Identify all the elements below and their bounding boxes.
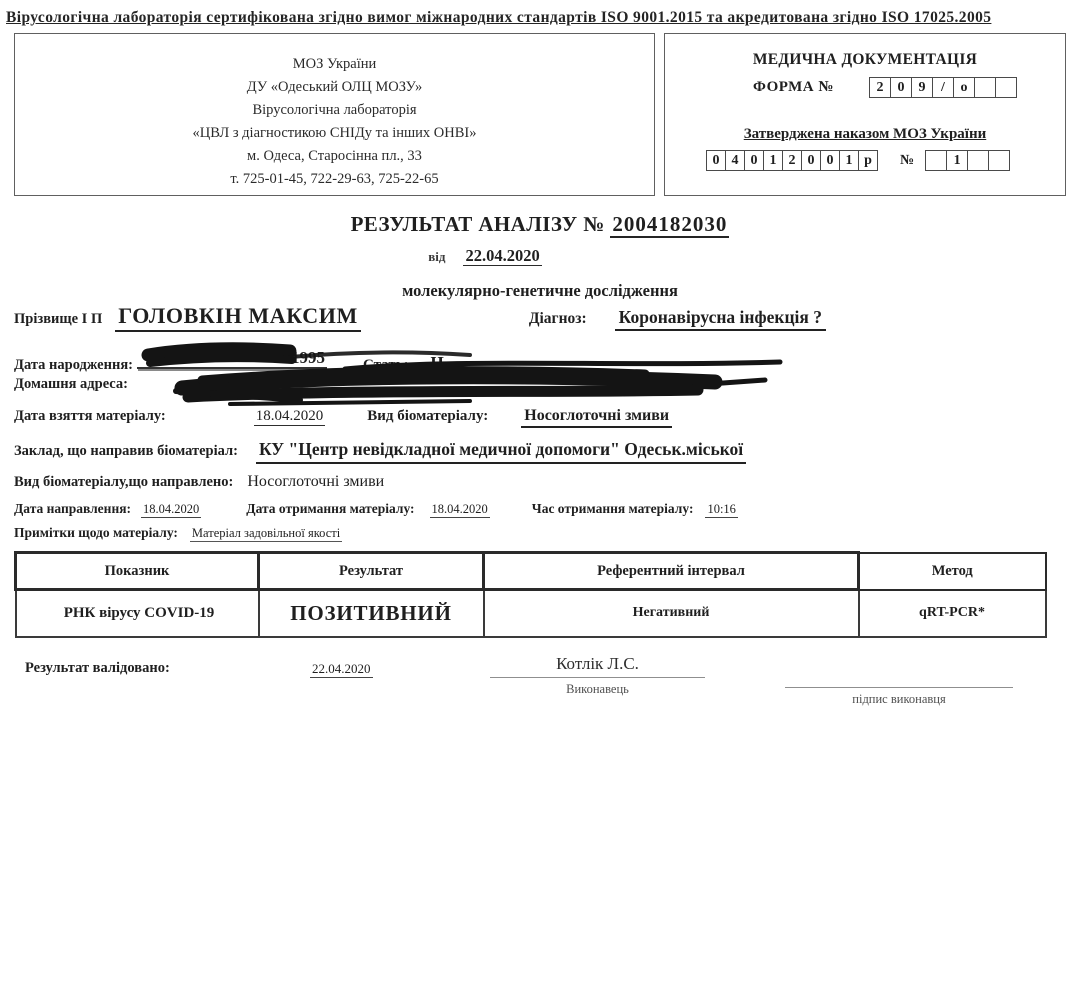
report-date: 22.04.2020 [465,246,540,265]
biomaterial-type-value: Носоглоточні змиви [521,407,672,428]
executor-caption: Виконавець [566,682,629,696]
referring-facility-label: Заклад, що направив біоматеріал: [14,443,238,459]
diagnosis-label: Діагноз: [528,310,587,327]
form-cell [974,77,996,98]
form-number-label: ФОРМА № [753,79,834,95]
material-notes-label: Примітки щодо матеріалу: [14,525,178,540]
col-header-method: Метод [859,553,1046,590]
lab-info-line: Вірусологічна лабораторія [252,102,417,118]
material-notes-row [14,525,342,542]
sample-date-value: 18.04.2020 [255,408,324,424]
method-cell: qRT-PCR* [859,590,1046,637]
col-header-indicator: Показник [16,553,259,590]
order-no-cell [925,150,947,171]
birth-date-label: Дата народження: [14,357,134,373]
validation-row [0,654,1080,720]
order-cell: 0 [820,150,840,171]
sent-biomaterial-row [14,473,384,491]
order-cell: 2 [782,150,802,171]
result-cell: ПОЗИТИВНИЙ [259,590,484,637]
received-time-value: 10:16 [707,502,736,516]
diagnosis-value: Коронавірусна інфекція ? [615,307,826,331]
order-no-cell: 1 [946,150,968,171]
lab-info-line: м. Одеса, Старосінна пл., 33 [247,148,422,164]
form-number-row [753,77,1017,98]
report-number: 2004182030 [612,212,728,236]
order-number-symbol: № [900,152,915,168]
form-number-cells [870,77,1017,98]
study-type-subtitle: молекулярно-генетичне дослідження [402,281,678,300]
form-cell: 9 [911,77,933,98]
lab-info-box [14,33,655,196]
material-notes-value: Матеріал задовільної якості [191,526,341,540]
results-header-row [16,553,1046,590]
sent-date-label: Дата направлення: [14,501,132,516]
order-cell: 0 [801,150,821,171]
document-header [14,33,1066,196]
address-label: Домашня адреса: [14,376,128,392]
form-cell: о [953,77,975,98]
approved-date-cells [707,150,878,171]
patient-name-label: Прізвище І П [14,311,103,327]
signature-line [785,666,1013,688]
order-number-cells [926,150,1010,171]
received-date-value: 18.04.2020 [431,502,488,516]
lab-info-line: т. 725-01-45, 722-29-63, 725-22-65 [230,171,439,187]
form-cell: 0 [890,77,912,98]
biomaterial-type-label: Вид біоматеріалу: [367,408,489,424]
signature-caption: підпис виконавця [852,692,946,706]
form-cell: / [932,77,954,98]
medical-doc-title: МЕДИЧНА ДОКУМЕНТАЦІЯ [752,51,978,68]
birth-date-row [14,345,444,374]
indicator-cell: РНК вірусу COVID-19 [16,590,259,637]
patient-name-value: ГОЛОВКІН МАКСИМ [115,303,361,332]
form-cell: 2 [869,77,891,98]
referring-facility-row [14,439,746,464]
referring-facility-value: КУ "Центр невідкладної медичної допомоги" Одеськ.міської [256,439,746,464]
sex-value: Ч [430,353,444,373]
sent-date-value: 18.04.2020 [143,502,200,516]
medical-doc-box [664,33,1066,196]
lab-info-line: «ЦВЛ з діагностикою СНІДу та інших ОНВІ» [192,125,477,141]
sample-date-label: Дата взяття матеріалу: [14,408,166,424]
sent-biomaterial-label: Вид біоматеріалу,що направлено: [14,474,234,490]
executor-name: Котлік Л.С. [490,654,705,678]
report-date-label: від [428,249,446,264]
lab-info-line: ДУ «Одеський ОЛЦ МОЗУ» [246,79,423,95]
col-header-reference: Референтний інтервал [484,553,859,590]
results-table [14,551,1047,638]
birth-date-redacted-field [137,345,327,369]
validated-date: 22.04.2020 [312,661,371,676]
order-cell: р [858,150,878,171]
received-time-label: Час отримання матеріалу: [531,501,694,516]
results-data-row [16,590,1046,637]
approved-order-row [707,150,1010,171]
order-no-cell [988,150,1010,171]
received-date-label: Дата отримання матеріалу: [246,501,415,516]
approved-by-order-label: Затверджена наказом МОЗ України [743,126,987,142]
order-cell: 4 [725,150,745,171]
sex-label: Стать: [363,357,409,373]
report-title [0,212,1080,237]
sent-biomaterial-value: Носоглоточні змиви [247,473,385,490]
patient-name-row [14,303,826,332]
order-cell: 1 [763,150,783,171]
form-cell [995,77,1017,98]
order-no-cell [967,150,989,171]
certification-note: Вірусологічна лабораторія сертифікована згідно вимог міжнародних стандартів ISO 9001.2015 та акредитована згідно ISO 17025.2005 [6,9,992,26]
col-header-result: Результат [259,553,484,590]
birth-year-visible: .1995 [286,348,326,367]
validated-label: Результат валідовано: [25,660,170,676]
lab-info-line: МОЗ України [292,56,377,72]
reference-cell: Негативний [484,590,859,637]
order-cell: 0 [706,150,726,171]
order-cell: 0 [744,150,764,171]
sample-date-row [14,407,672,428]
dates-row [14,501,738,518]
executor-signature-block [490,654,705,697]
report-date-line [0,246,1025,266]
address-row [14,376,128,393]
report-title-label: РЕЗУЛЬТАТ АНАЛІЗУ № [350,212,605,236]
signature-line-block [785,666,1013,707]
order-cell: 1 [839,150,859,171]
